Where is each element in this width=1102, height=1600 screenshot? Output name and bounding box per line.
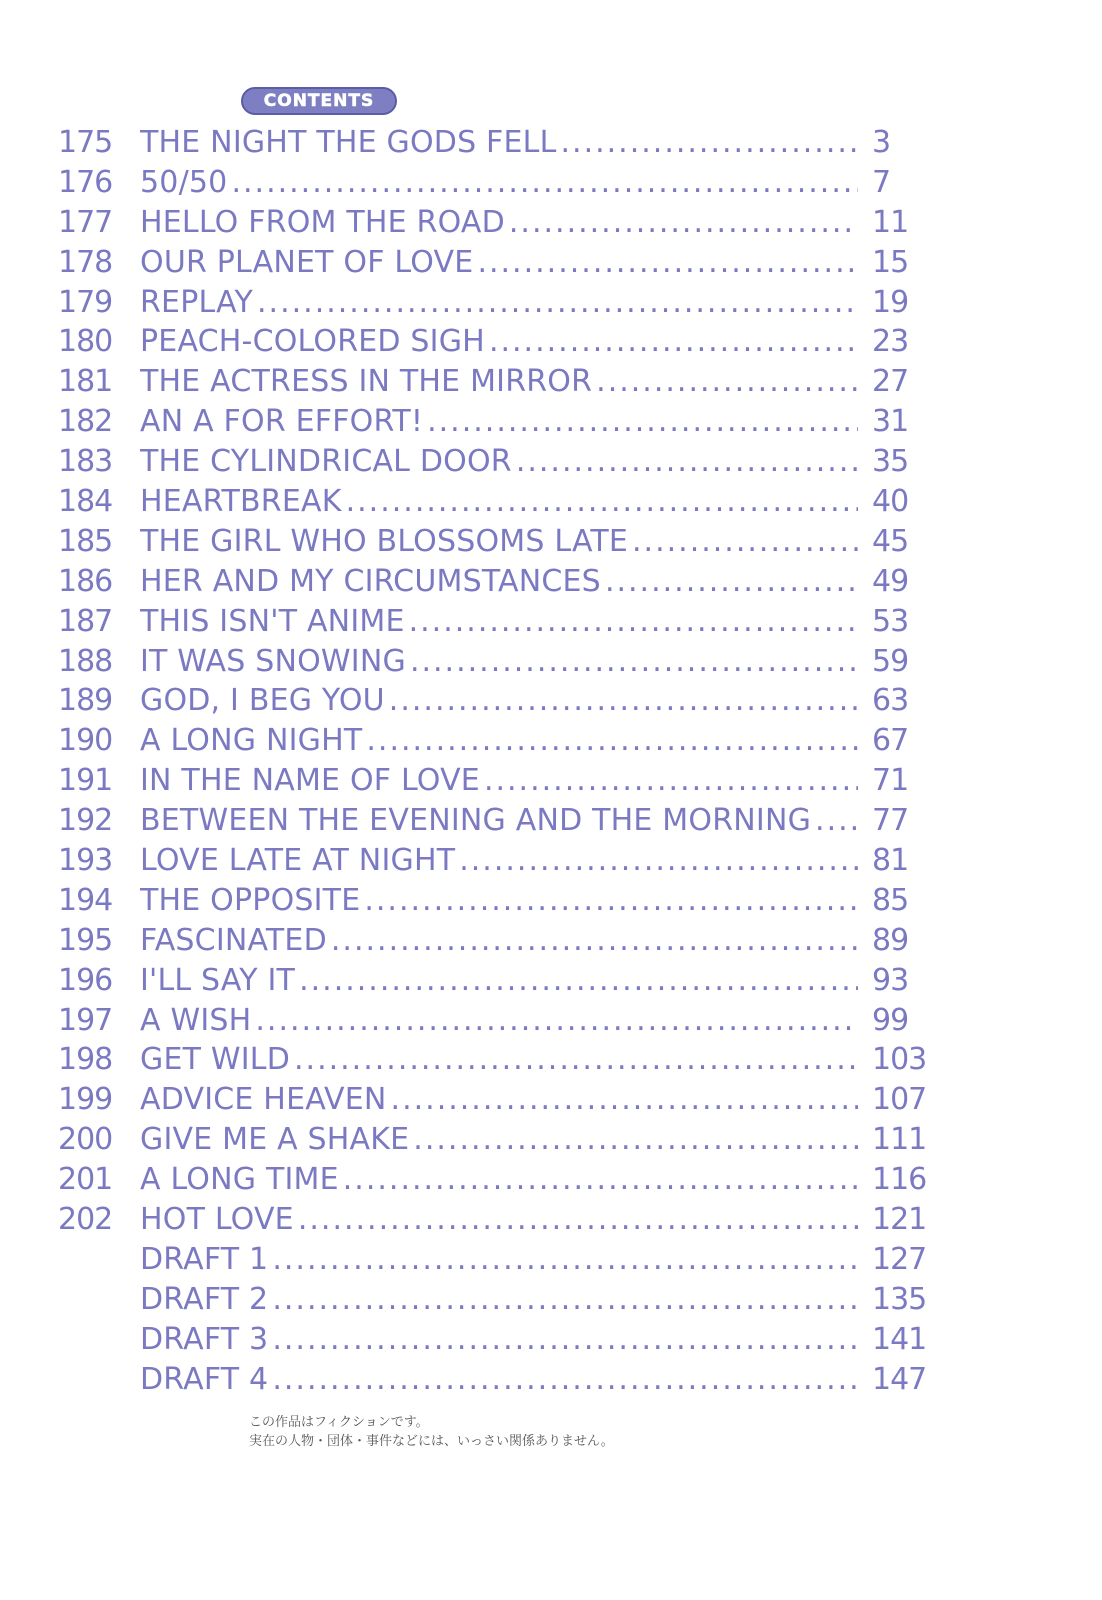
chapter-title-leader — [140, 163, 858, 203]
chapter-number: 195 — [58, 922, 113, 958]
chapter-title: ADVICE HEAVEN — [140, 1082, 387, 1118]
page-number: 27 — [872, 364, 909, 400]
page-number: 121 — [872, 1202, 927, 1238]
chapter-title-leader — [140, 881, 858, 921]
dot-leader — [298, 1200, 858, 1240]
page-number: 53 — [872, 603, 909, 639]
dot-leader — [272, 1360, 858, 1400]
chapter-number: 191 — [58, 763, 113, 799]
page-number: 103 — [872, 1042, 927, 1078]
chapter-title-leader — [140, 362, 858, 402]
chapter-title: AN A FOR EFFORT! — [140, 404, 424, 440]
chapter-title-leader — [140, 1040, 858, 1080]
dot-leader — [272, 1280, 858, 1320]
page-number: 59 — [872, 643, 909, 679]
page-number: 116 — [872, 1162, 927, 1198]
dot-leader — [391, 1080, 858, 1120]
toc-entry — [0, 642, 1102, 682]
chapter-title: IT WAS SNOWING — [140, 643, 406, 679]
toc-entry — [0, 1280, 1102, 1320]
dot-leader — [257, 283, 858, 323]
chapter-title-leader — [140, 482, 858, 522]
page-number: 7 — [872, 164, 891, 200]
dot-leader — [231, 163, 858, 203]
dot-leader — [596, 362, 858, 402]
page-number: 31 — [872, 404, 909, 440]
dot-leader — [516, 442, 858, 482]
toc-entry — [0, 1001, 1102, 1041]
dot-leader — [489, 322, 858, 362]
chapter-title: THE OPPOSITE — [140, 882, 361, 918]
chapter-title-leader — [140, 283, 858, 323]
chapter-title-leader — [140, 243, 858, 283]
chapter-title-leader — [140, 1320, 858, 1360]
chapter-title-leader — [140, 1280, 858, 1320]
page-number: 40 — [872, 484, 909, 520]
chapter-number: 188 — [58, 643, 113, 679]
page-number: 107 — [872, 1082, 927, 1118]
page-number: 93 — [872, 962, 909, 998]
page-number: 127 — [872, 1241, 927, 1277]
chapter-number: 180 — [58, 324, 113, 360]
chapter-title: A LONG TIME — [140, 1162, 339, 1198]
chapter-title: GET WILD — [140, 1042, 290, 1078]
toc-entry — [0, 283, 1102, 323]
chapter-number: 201 — [58, 1162, 113, 1198]
page-number: 147 — [872, 1361, 927, 1397]
dot-leader — [605, 562, 858, 602]
chapter-number: 200 — [58, 1122, 113, 1158]
chapter-title-leader — [140, 642, 858, 682]
toc-entry — [0, 522, 1102, 562]
toc-entry — [0, 203, 1102, 243]
page-number: 81 — [872, 843, 909, 879]
chapter-title-leader — [140, 1001, 858, 1041]
chapter-number: 187 — [58, 603, 113, 639]
page-number: 3 — [872, 125, 891, 160]
toc-entry — [0, 402, 1102, 442]
chapter-title-leader — [140, 322, 858, 362]
toc-entry — [0, 761, 1102, 801]
chapter-number: 186 — [58, 563, 113, 599]
toc-entry — [0, 1320, 1102, 1360]
chapter-title: DRAFT 1 — [140, 1241, 269, 1277]
toc-entry — [0, 1120, 1102, 1160]
dot-leader — [272, 1320, 858, 1360]
dot-leader — [255, 1001, 858, 1041]
dot-leader — [346, 482, 858, 522]
toc-entry — [0, 841, 1102, 881]
chapter-title: GIVE ME A SHAKE — [140, 1122, 410, 1158]
chapter-title: THIS ISN'T ANIME — [140, 603, 405, 639]
chapter-title-leader — [140, 203, 858, 243]
toc-entry — [0, 681, 1102, 721]
chapter-number: 183 — [58, 444, 113, 480]
chapter-title: I'LL SAY IT — [140, 962, 296, 998]
dot-leader — [366, 721, 858, 761]
chapter-title: IN THE NAME OF LOVE — [140, 763, 480, 799]
chapter-number: 181 — [58, 364, 113, 400]
dot-leader — [484, 761, 858, 801]
dot-leader — [409, 602, 858, 642]
toc-entry — [0, 1080, 1102, 1120]
contents-badge — [241, 87, 397, 115]
chapter-title-leader — [140, 1240, 858, 1280]
chapter-number: 192 — [58, 803, 113, 839]
dot-leader — [299, 961, 858, 1001]
chapter-title: THE GIRL WHO BLOSSOMS LATE — [140, 523, 629, 559]
chapter-title: HELLO FROM THE ROAD — [140, 204, 505, 240]
chapter-title: A WISH — [140, 1002, 252, 1038]
page-number: 49 — [872, 563, 909, 599]
chapter-title-leader — [140, 522, 858, 562]
toc-entry — [0, 602, 1102, 642]
page-number: 77 — [872, 803, 909, 839]
chapter-title: THE ACTRESS IN THE MIRROR — [140, 364, 593, 400]
page-number: 15 — [872, 244, 909, 280]
toc-entry — [0, 721, 1102, 761]
chapter-number: 193 — [58, 843, 113, 879]
chapter-title-leader — [140, 1200, 858, 1240]
chapter-title: A LONG NIGHT — [140, 723, 363, 759]
page-number: 67 — [872, 723, 909, 759]
chapter-title: FASCINATED — [140, 922, 327, 958]
page-number: 85 — [872, 882, 909, 918]
disclaimer-line-2: 実在の人物・団体・事件などには、いっさい関係ありません。 — [249, 1434, 614, 1449]
toc-entry — [0, 322, 1102, 362]
dot-leader — [331, 921, 858, 961]
chapter-number: 190 — [58, 723, 113, 759]
page-number: 23 — [872, 324, 909, 360]
dot-leader — [272, 1240, 858, 1280]
page-number: 35 — [872, 444, 909, 480]
chapter-number: 194 — [58, 882, 113, 918]
toc-entry — [0, 1240, 1102, 1280]
chapter-title: HEARTBREAK — [140, 484, 342, 520]
chapter-title: LOVE LATE AT NIGHT — [140, 843, 456, 879]
chapter-number: 196 — [58, 962, 113, 998]
chapter-number: 175 — [58, 125, 113, 160]
chapter-title-leader — [140, 761, 858, 801]
page-number: 135 — [872, 1281, 927, 1317]
toc-entry — [0, 1200, 1102, 1240]
chapter-title: HER AND MY CIRCUMSTANCES — [140, 563, 601, 599]
chapter-title-leader — [140, 1160, 858, 1200]
toc-entry — [0, 163, 1102, 203]
chapter-title: DRAFT 2 — [140, 1281, 269, 1317]
chapter-title: THE CYLINDRICAL DOOR — [140, 444, 512, 480]
chapter-number: 185 — [58, 523, 113, 559]
dot-leader — [632, 522, 858, 562]
chapter-number: 199 — [58, 1082, 113, 1118]
chapter-number: 178 — [58, 244, 113, 280]
dot-leader — [294, 1040, 858, 1080]
chapter-title: DRAFT 3 — [140, 1321, 269, 1357]
chapter-title: PEACH-COLORED SIGH — [140, 324, 485, 360]
disclaimer — [249, 1413, 614, 1451]
toc-entry — [0, 442, 1102, 482]
dot-leader — [427, 402, 858, 442]
chapter-number: 198 — [58, 1042, 113, 1078]
chapter-title: HOT LOVE — [140, 1202, 294, 1238]
chapter-title: 50/50 — [140, 164, 228, 200]
dot-leader — [343, 1160, 858, 1200]
dot-leader — [815, 801, 858, 841]
table-of-contents — [0, 123, 1102, 1400]
page-number: 99 — [872, 1002, 909, 1038]
dot-leader — [459, 841, 858, 881]
toc-entry — [0, 243, 1102, 283]
chapter-title: THE NIGHT THE GODS FELL — [140, 125, 557, 160]
dot-leader — [561, 123, 859, 163]
contents-label: CONTENTS — [263, 91, 375, 111]
dot-leader — [389, 681, 858, 721]
toc-entry — [0, 1160, 1102, 1200]
dot-leader — [413, 1120, 858, 1160]
chapter-title-leader — [140, 841, 858, 881]
toc-entry — [0, 362, 1102, 402]
toc-entry — [0, 921, 1102, 961]
page-number: 11 — [872, 204, 909, 240]
page-number: 89 — [872, 922, 909, 958]
chapter-title-leader — [140, 1120, 858, 1160]
chapter-number: 176 — [58, 164, 113, 200]
toc-entry — [0, 562, 1102, 602]
chapter-title: GOD, I BEG YOU — [140, 683, 385, 719]
dot-leader — [509, 203, 858, 243]
disclaimer-line-1: この作品はフィクションです。 — [249, 1415, 429, 1430]
chapter-title-leader — [140, 921, 858, 961]
chapter-title-leader — [140, 681, 858, 721]
chapter-title: OUR PLANET OF LOVE — [140, 244, 474, 280]
toc-entry — [0, 482, 1102, 522]
page-number: 71 — [872, 763, 909, 799]
toc-entry — [0, 881, 1102, 921]
chapter-title-leader — [140, 402, 858, 442]
chapter-number: 184 — [58, 484, 113, 520]
chapter-number: 177 — [58, 204, 113, 240]
chapter-title-leader — [140, 123, 858, 163]
dot-leader — [477, 243, 858, 283]
page-number: 141 — [872, 1321, 927, 1357]
chapter-title-leader — [140, 602, 858, 642]
chapter-number: 197 — [58, 1002, 113, 1038]
chapter-number: 182 — [58, 404, 113, 440]
toc-entry — [0, 961, 1102, 1001]
chapter-title-leader — [140, 562, 858, 602]
dot-leader — [364, 881, 858, 921]
chapter-title-leader — [140, 442, 858, 482]
page-number: 63 — [872, 683, 909, 719]
dot-leader — [410, 642, 858, 682]
chapter-title-leader — [140, 1360, 858, 1400]
page-number: 111 — [872, 1122, 927, 1158]
chapter-title-leader — [140, 721, 858, 761]
chapter-number: 189 — [58, 683, 113, 719]
chapter-title-leader — [140, 801, 858, 841]
chapter-title: BETWEEN THE EVENING AND THE MORNING — [140, 803, 812, 839]
chapter-number: 202 — [58, 1202, 113, 1238]
chapter-title: REPLAY — [140, 284, 254, 320]
chapter-title: DRAFT 4 — [140, 1361, 269, 1397]
chapter-number: 179 — [58, 284, 113, 320]
toc-entry — [0, 123, 1102, 163]
toc-entry — [0, 801, 1102, 841]
page-number: 19 — [872, 284, 909, 320]
toc-entry — [0, 1360, 1102, 1400]
page-number: 45 — [872, 523, 909, 559]
chapter-title-leader — [140, 961, 858, 1001]
toc-entry — [0, 1040, 1102, 1080]
chapter-title-leader — [140, 1080, 858, 1120]
